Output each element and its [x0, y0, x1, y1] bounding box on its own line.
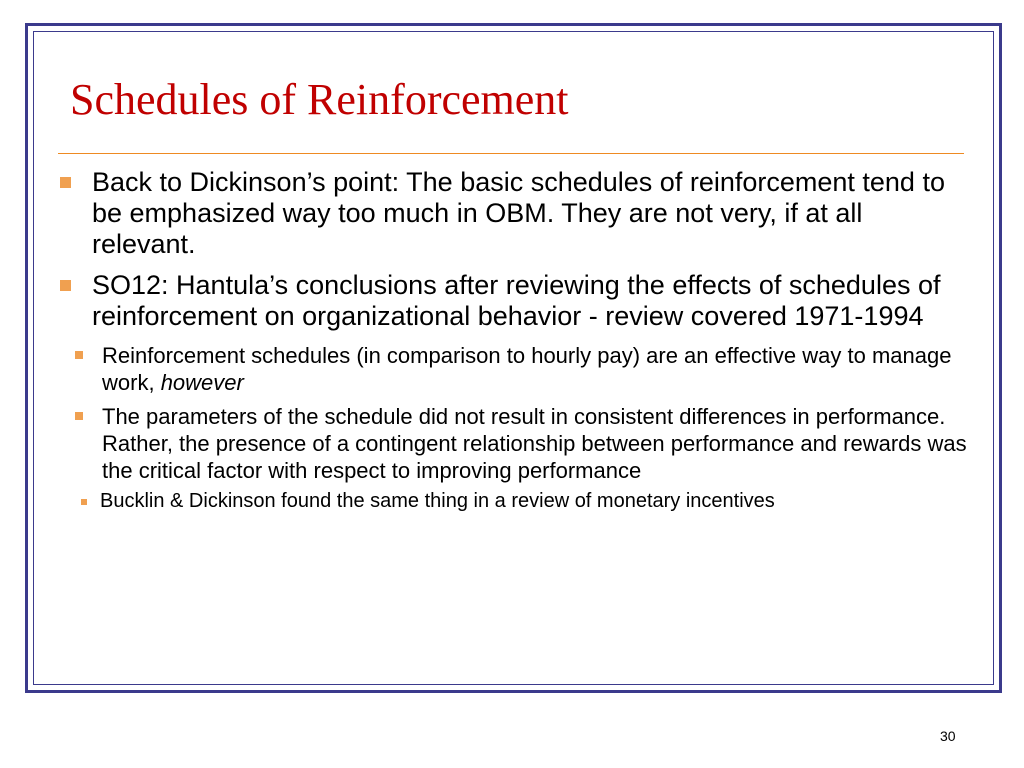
- bullet-item-dickinson: [56, 167, 970, 260]
- slide-title: Schedules of Reinforcement: [70, 75, 569, 124]
- sub-sub-bullet-list: [102, 490, 970, 513]
- square-bullet-icon: [81, 499, 87, 505]
- square-bullet-icon: [75, 351, 83, 359]
- bullet-text: Back to Dickinson’s point: The basic schedules of reinforcement tend to be emphasized way too much in OBM. They are not very, if at all relevant.: [92, 167, 945, 259]
- page-number: 30: [940, 728, 956, 744]
- square-bullet-icon: [60, 177, 71, 188]
- sub-bullet-item-parameters: [56, 403, 970, 513]
- bullet-list: [56, 167, 970, 513]
- title-divider: [58, 153, 964, 154]
- sub-sub-bullet-item-bucklin: [56, 490, 970, 513]
- square-bullet-icon: [75, 412, 83, 420]
- sub-bullet-item-effective: [56, 342, 970, 396]
- sub-sub-bullet-text: Bucklin & Dickinson found the same thing in a review of monetary incentives: [100, 490, 775, 512]
- sub-bullet-text: The parameters of the schedule did not result in consistent differences in performance. Rather, the presence of a contingent relationship between performance and rewards was the critical factor with respect to improving performance: [102, 404, 967, 483]
- bullet-text: SO12: Hantula’s conclusions after reviewing the effects of schedules of reinforcement on organizational behavior - review covered 1971-1994: [92, 270, 941, 331]
- square-bullet-icon: [60, 280, 71, 291]
- sub-bullet-text: Reinforcement schedules (in comparison to hourly pay) are an effective way to manage work,: [102, 343, 952, 395]
- slide-content: [56, 167, 970, 523]
- sub-bullet-list: [92, 342, 970, 513]
- emphasis-text: however: [160, 370, 244, 395]
- bullet-item-hantula: [56, 270, 970, 513]
